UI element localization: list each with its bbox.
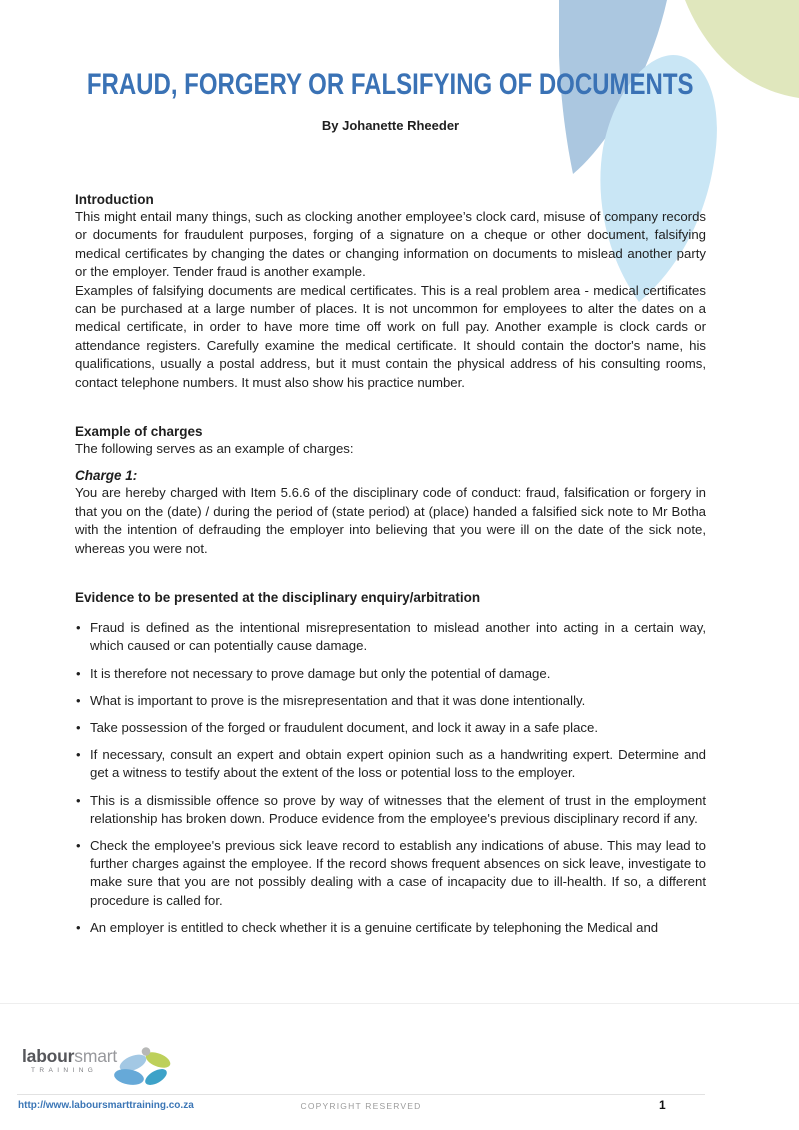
list-item — [75, 919, 706, 937]
list-item — [75, 746, 706, 782]
laboursmart-logo — [22, 1046, 117, 1074]
list-item — [75, 792, 706, 828]
bullet-text: If necessary, consult an expert and obtain expert opinion such as a handwriting expert. Determine and get a witness to testify about the extent of the loss or potential loss to the employer. — [90, 747, 706, 781]
charge-1-text: You are hereby charged with Item 5.6.6 of the disciplinary code of conduct: fraud, falsification or forgery in that you on the (date) / during the period of (state period) at (place) handed a falsified sick note to Mr Botha with the intention of defrauding the employer into believing that you were ill on the date of the sick note, whereas you were not. — [75, 485, 706, 556]
content-bottom-rule — [0, 1003, 799, 1004]
list-item — [75, 665, 706, 683]
intro-paragraph-2: Examples of falsifying documents are medical certificates. This is a real problem area - medical certificates can be purchased at a large number of places. It is not uncommon for employees to alter the dates on a medical certificate, in order to have more time off work on full pay. Another example is clock cards or attendance registers. Carefully examine the medical certificate. It should contain the doctor's name, his qualifications, usually a postal address, but it must contain the physical address of his consulting rooms, contact telephone numbers. It must also show his practice number. — [75, 282, 706, 390]
bullet-icon: • — [76, 792, 81, 808]
logo-training-text: TRAINING — [31, 1067, 98, 1074]
bullet-icon: • — [76, 837, 81, 853]
bullet-text: It is therefore not necessary to prove damage but only the potential of damage. — [90, 665, 551, 681]
page-title: FRAUD, FORGERY OR FALSIFYING OF DOCUMENTS — [87, 68, 694, 101]
bullet-icon: • — [76, 692, 81, 708]
logo-labour-text: labour — [22, 1046, 75, 1066]
list-item — [75, 837, 706, 910]
bullet-icon: • — [76, 919, 81, 935]
bullet-icon: • — [76, 719, 81, 735]
bullet-text: What is important to prove is the misrepresentation and that it was done intentionally. — [90, 692, 586, 708]
charges-lead: The following serves as an example of charges: — [75, 441, 354, 457]
bullet-icon: • — [76, 665, 81, 681]
laboursmart-flower-icon — [114, 1046, 172, 1091]
footer-divider — [17, 1094, 705, 1095]
logo-petal-teal — [143, 1066, 170, 1088]
title-block — [75, 68, 706, 102]
bullet-text: Check the employee's previous sick leave record to establish any indications of abuse. This may lead to further charges against the employee. If the record shows frequent absences on sick leave, investigate to make sure that you are not possibly dealing with a case of incapacity due to ill-health. If so, a different procedure is called for. — [90, 837, 706, 908]
bullet-text: An employer is entitled to check whether it is a genuine certificate by telephoning the Medical and — [90, 919, 659, 935]
bullet-text: This is a dismissible offence so prove by way of witnesses that the element of trust in the employment relationship has broken down. Produce evidence from the employee's previous disciplinary record if any. — [90, 792, 706, 826]
bullet-icon: • — [76, 747, 81, 763]
heading-example-of-charges: Example of charges — [75, 424, 203, 440]
bullet-icon: • — [76, 620, 81, 636]
logo-head-dot — [142, 1047, 151, 1056]
evidence-bullet-list — [75, 619, 706, 937]
bullet-text: Fraud is defined as the intentional misrepresentation to mislead another into acting in a certain way, which caused or can potentially cause damage. — [90, 620, 706, 654]
heading-evidence: Evidence to be presented at the disciplinary enquiry/arbitration — [75, 590, 481, 606]
footer-url-link[interactable]: http://www.laboursmarttraining.co.za — [18, 1100, 194, 1111]
charge-1-label: Charge 1: — [75, 468, 138, 484]
intro-paragraph-1: This might entail many things, such as clocking another employee’s clock card, misuse of company records or documents for fraudulent purposes, forging of a signature on a cheque or other document, falsifying medical certificates by changing the dates or changing information on documents to mislead another party or the employer. Tender fraud is another example. — [75, 209, 706, 280]
logo-wordmark — [22, 1046, 117, 1066]
logo-smart-text: smart — [74, 1046, 118, 1066]
list-item — [75, 692, 706, 710]
document-content — [75, 0, 706, 946]
logo-petal-left — [114, 1067, 145, 1087]
heading-introduction: Introduction — [75, 192, 154, 207]
bullet-text: Take possession of the forged or fraudulent document, and lock it away in a safe place. — [90, 719, 599, 735]
list-item — [75, 619, 706, 655]
byline: By Johanette Rheeder — [321, 118, 460, 133]
page-number: 1 — [659, 1098, 666, 1112]
list-item — [75, 719, 706, 737]
footer-copyright: COPYRIGHT RESERVED — [300, 1101, 422, 1111]
